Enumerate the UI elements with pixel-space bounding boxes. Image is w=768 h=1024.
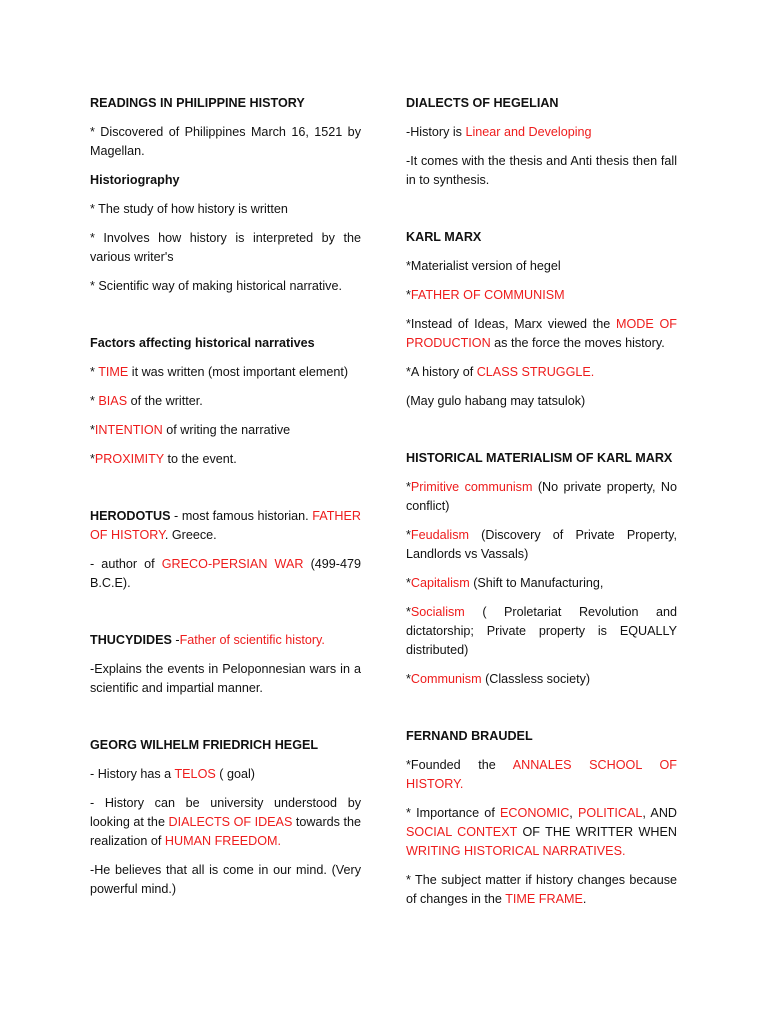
document-title: READINGS IN PHILIPPINE HISTORY (90, 96, 305, 110)
factors-heading: Factors affecting historical narratives (90, 336, 315, 350)
right-column (406, 94, 677, 919)
herodotus-author: - author of GRECO-PERSIAN WAR (499-479 B.C.E). (90, 557, 361, 590)
thucydides-entry: THUCYDIDES -Father of scientific history. (90, 633, 325, 647)
factor-proximity: *PROXIMITY to the event. (90, 452, 237, 466)
hegel-telos: - History has a TELOS ( goal) (90, 767, 255, 781)
hegel-mind: -He believes that all is come in our mind. (Very powerful mind.) (90, 863, 361, 896)
braudel-annales: *Founded the ANNALES SCHOOL OF HISTORY. (406, 758, 677, 791)
historical-materialism-heading: HISTORICAL MATERIALISM OF KARL MARX (406, 451, 673, 465)
stage-communism: *Communism (Classless society) (406, 672, 591, 686)
thucydides-desc: -Explains the events in Peloponnesian wars in a scientific and impartial manner. (90, 662, 361, 695)
braudel-time-frame: * The subject matter if history changes because of changes in the TIME FRAME. (406, 873, 677, 906)
karl-marx-heading: KARL MARX (406, 230, 482, 244)
braudel-heading: FERNAND BRAUDEL (406, 729, 533, 743)
hegel-understood: - History can be university understood by looking at the DIALECTS OF IDEAS towards the realization of HUMAN FREEDOM. (90, 796, 362, 848)
historiography-item: * Scientific way of making historical narrative. (90, 279, 342, 293)
stage-socialism: *Socialism ( Proletariat Revolution and dictatorship; Private property is EQUALLY distributed) (406, 605, 677, 657)
historiography-heading: Historiography (90, 173, 180, 187)
herodotus-entry: HERODOTUS - most famous historian. FATHER OF HISTORY. Greece. (90, 509, 361, 542)
marx-father: *FATHER OF COMMUNISM (406, 288, 565, 302)
thesis-note: -It comes with the thesis and Anti thesis then fall in to synthesis. (406, 154, 677, 187)
dialects-hegelian-heading: DIALECTS OF HEGELIAN (406, 96, 559, 110)
factor-time: * TIME it was written (most important element) (90, 365, 349, 379)
history-linear: -History is Linear and Developing (406, 125, 592, 139)
historiography-item: * Involves how history is interpreted by the various writer's (90, 231, 361, 264)
discovered-note: * Discovered of Philippines March 16, 1521 by Magellan. (90, 125, 361, 158)
marx-mode-of-production: *Instead of Ideas, Marx viewed the MODE OF PRODUCTION as the force the moves history. (406, 317, 677, 350)
stage-feudalism: *Feudalism (Discovery of Private Property, Landlords vs Vassals) (406, 528, 677, 561)
marx-class-struggle: *A history of CLASS STRUGGLE. (406, 365, 595, 379)
stage-primitive-communism: *Primitive communism (No private property, No conflict) (406, 480, 678, 513)
marx-materialist: *Materialist version of hegel (406, 259, 561, 273)
stage-capitalism: *Capitalism (Shift to Manufacturing, (406, 576, 604, 590)
marx-tatsulok: (May gulo habang may tatsulok) (406, 394, 586, 408)
braudel-importance: * Importance of ECONOMIC, POLITICAL, AND SOCIAL CONTEXT OF THE WRITTER WHEN WRITING HISTORICAL NARRATIVES. (406, 806, 678, 858)
left-column (90, 94, 361, 909)
factor-bias: * BIAS of the writter. (90, 394, 203, 408)
factor-intention: *INTENTION of writing the narrative (90, 423, 291, 437)
historiography-item: * The study of how history is written (90, 202, 288, 216)
hegel-heading: GEORG WILHELM FRIEDRICH HEGEL (90, 738, 319, 752)
